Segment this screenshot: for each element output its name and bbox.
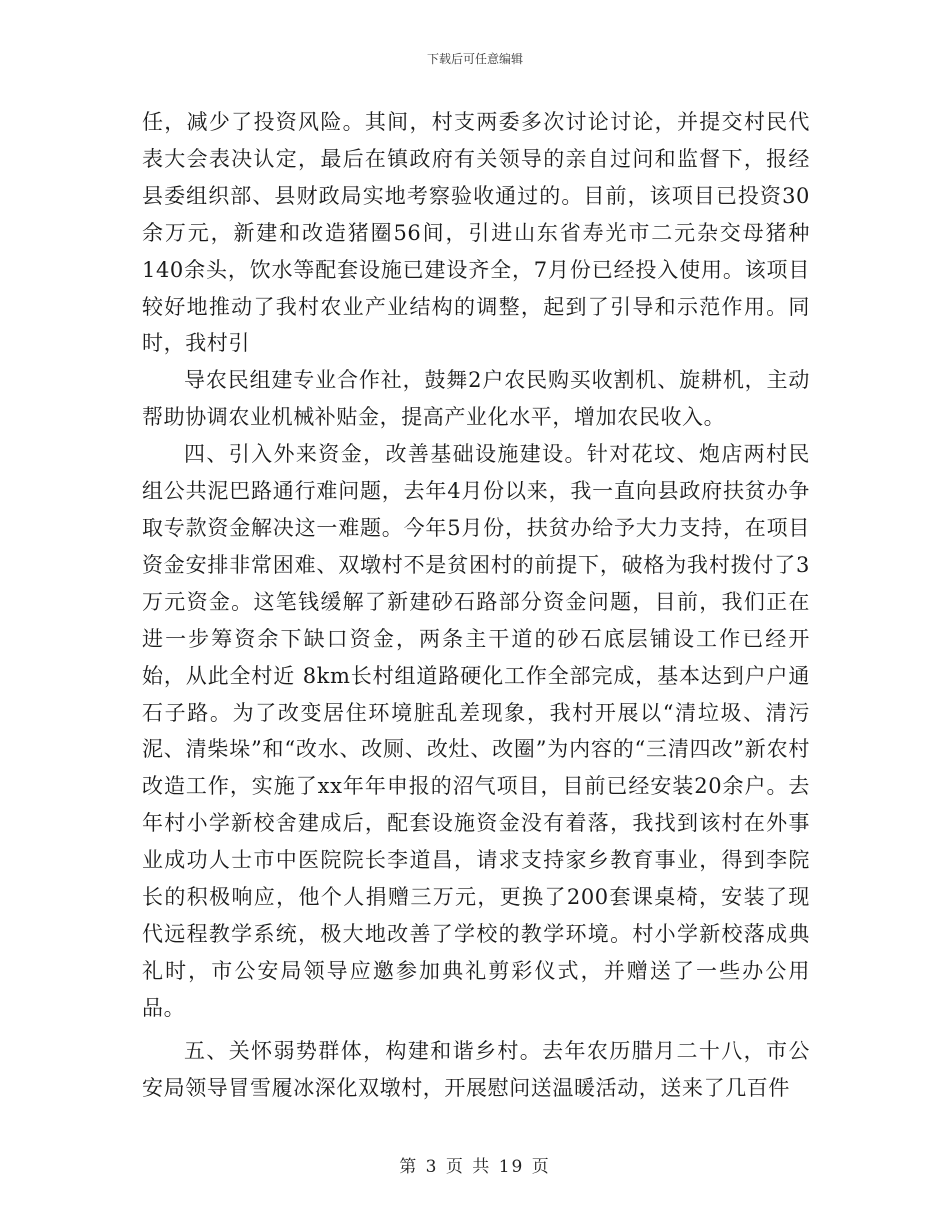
paragraph-section-five: 五、关怀弱势群体，构建和谐乡村。去年农历腊月二十八，市公安局领导冒雪履冰深化双墩村，开展慰问送温暖活动，送来了几百件 [142, 1038, 810, 1100]
paragraph-continuation: 任，减少了投资风险。其间，村支两委多次讨论讨论，并提交村民代表大会表决认定，最后在镇政府有关领导的亲自过问和监督下，报经县委组织部、县财政局实地考察验收通过的。目前，该项目已投资30余万元，新建和改造猪圈56间，引进山东省寿光市二元杂交母猪种140余头，饮水等配套设施已建设齐全，7月份已经投入使用。该项目较好地推动了我村农业产业结构的调整，起到了引导和示范作用。同时，我村引 [142, 110, 810, 356]
paragraph-section-four: 四、引入外来资金，改善基础设施建设。针对花坟、炮店两村民组公共泥巴路通行难问题，去年4月份以来，我一直向县政府扶贫办争取专款资金解决这一难题。今年5月份，扶贫办给予大力支持，在项目资金安排非常困难、双墩村不是贫困村的前提下，破格为我村拨付了3万元资金。这笔钱缓解了新建砂石路部分资金问题，目前，我们正在进一步筹资余下缺口资金，两条主干道的砂石底层铺设工作已经开始，从此全村近 8km长村组道路硬化工作全部完成，基本达到户户通石子路。为了改变居住环境脏乱差现象，我村开展以“清垃圾、清污泥、清柴垛”和“改水、改厕、改灶、改圈”为内容的“三清四改”新农村改造工作，实施了xx年年申报的沼气项目，目前已经安装20余户。去年村小学新校舍建成后，配套设施资金没有着落，我找到该村在外事业成功人士市中医院院长李道昌，请求支持家乡教育事业，得到李院长的积极响应，他个人捐赠三万元，更换了200套课桌椅，安装了现代远程教学系统，极大地改善了学校的教学环境。村小学新校落成典礼时，市公安局领导应邀参加典礼剪彩仪式，并赠送了一些办公用品。 [142, 442, 810, 1020]
page-header: 下载后可任意编辑 [426, 52, 523, 66]
document-body [142, 104, 810, 1106]
page-footer: 第 3 页 共 19 页 [399, 1157, 551, 1177]
paragraph-cooperative: 导农民组建专业合作社，鼓舞2户农民购买收割机、旋耕机，主动帮助协调农业机械补贴金，提高产业化水平，增加农民收入。 [142, 368, 810, 430]
